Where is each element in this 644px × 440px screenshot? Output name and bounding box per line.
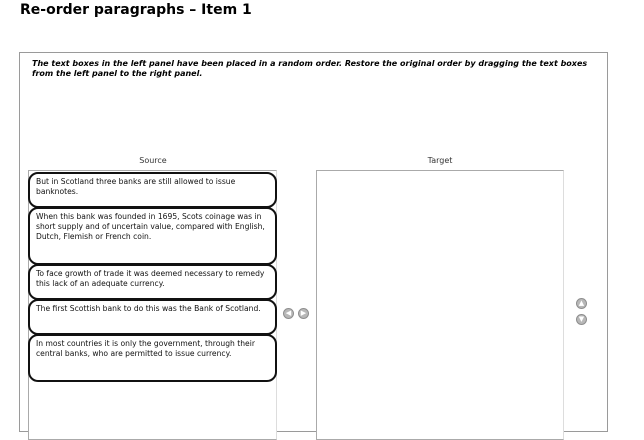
arrow-right-icon[interactable]: ▶	[298, 308, 309, 319]
source-panel-label: Source	[139, 156, 167, 165]
source-paragraph-4[interactable]: The first Scottish bank to do this was the Bank of Scotland.	[28, 299, 277, 335]
target-panel-label: Target	[427, 156, 453, 165]
target-panel[interactable]	[316, 170, 564, 440]
source-panel	[28, 170, 277, 440]
arrow-down-icon[interactable]: ▼	[576, 314, 587, 325]
source-paragraph-3[interactable]: To face growth of trade it was deemed necessary to remedy this lack of an adequate currency.	[28, 264, 277, 300]
arrow-left-icon[interactable]: ◀	[283, 308, 294, 319]
source-paragraph-5[interactable]: In most countries it is only the government, through their central banks, who are permitted to issue currency.	[28, 334, 277, 382]
item-frame	[19, 52, 608, 432]
instructions-text: The text boxes in the left panel have been placed in a random order. Restore the original order by dragging the text boxes from the left panel to the right panel.	[32, 59, 588, 78]
arrow-up-icon[interactable]: ▲	[576, 298, 587, 309]
source-paragraph-2[interactable]: When this bank was founded in 1695, Scots coinage was in short supply and of uncertain value, compared with English, Dutch, Flemish or French coin.	[28, 207, 277, 265]
page-title: Re-order paragraphs – Item 1	[20, 2, 252, 18]
source-paragraph-1[interactable]: But in Scotland three banks are still allowed to issue banknotes.	[28, 172, 277, 208]
